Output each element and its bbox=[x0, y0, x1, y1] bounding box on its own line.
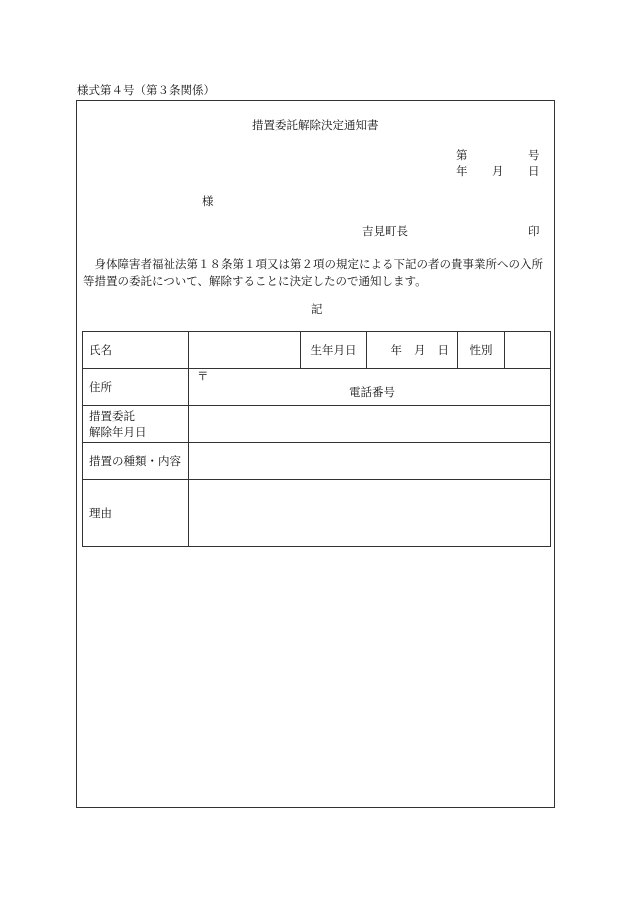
dob-year-unit: 年 bbox=[390, 343, 402, 357]
type-label: 措置の種類・内容 bbox=[83, 443, 189, 480]
name-value-cell bbox=[189, 332, 301, 369]
gender-value-cell bbox=[505, 332, 551, 369]
issue-date-day: 日 bbox=[528, 164, 540, 178]
document-number-prefix: 第 bbox=[456, 148, 468, 162]
notice-body-text: 身体障害者福祉法第１８条第１項又は第２項の規定による下記の者の貴事業所への入所等措置の委託について、解除することに決定したので通知します。 bbox=[83, 257, 543, 288]
dob-label: 生年月日 bbox=[301, 332, 367, 369]
type-value-cell bbox=[189, 443, 551, 480]
document-number-suffix: 号 bbox=[528, 148, 540, 162]
reason-label: 理由 bbox=[83, 480, 189, 547]
table-row-name bbox=[83, 332, 551, 369]
issuer-name: 吉見町長 bbox=[362, 224, 408, 238]
gender-label: 性別 bbox=[458, 332, 505, 369]
cancel-date-value-cell bbox=[189, 406, 551, 443]
table-row-cancel-date bbox=[83, 406, 551, 443]
document-title: 措置委託解除決定通知書 bbox=[252, 118, 379, 132]
table-row-reason bbox=[83, 480, 551, 547]
name-label: 氏名 bbox=[83, 332, 189, 369]
issue-date-month: 月 bbox=[492, 164, 504, 178]
dob-value-cell bbox=[367, 332, 458, 369]
address-label: 住所 bbox=[83, 369, 189, 406]
reason-value-cell bbox=[189, 480, 551, 547]
dob-month-unit: 月 bbox=[414, 343, 426, 357]
issue-date-year: 年 bbox=[456, 164, 468, 178]
phone-label: 電話番号 bbox=[349, 385, 395, 399]
details-table bbox=[82, 331, 551, 547]
cancel-date-label-line2: 解除年月日 bbox=[89, 425, 147, 439]
postal-mark: 〒 bbox=[197, 369, 209, 383]
ki-heading: 記 bbox=[311, 302, 323, 316]
table-row-type bbox=[83, 443, 551, 480]
address-value-cell bbox=[189, 369, 551, 406]
form-number-label: 様式第４号（第３条関係） bbox=[77, 83, 215, 97]
seal-mark: 印 bbox=[528, 224, 540, 238]
table-row-address bbox=[83, 369, 551, 406]
recipient-honorific: 様 bbox=[202, 194, 214, 208]
cancel-date-label bbox=[83, 406, 189, 443]
cancel-date-label-line1: 措置委託 bbox=[89, 409, 135, 423]
dob-day-unit: 日 bbox=[437, 343, 449, 357]
